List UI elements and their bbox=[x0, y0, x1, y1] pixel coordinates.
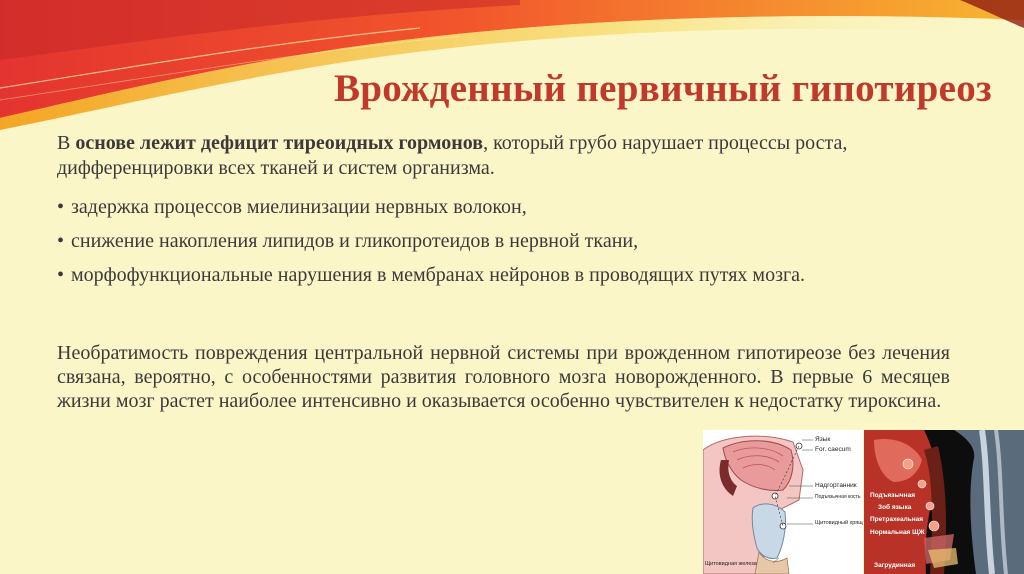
anatomy-illustration-right bbox=[864, 430, 1024, 574]
label-foramen-caecum: For. caecum bbox=[815, 446, 851, 453]
bullet-list bbox=[57, 195, 957, 297]
bullet-text: задержка процессов миелинизации нервных волокон, bbox=[71, 196, 527, 218]
bullet-item bbox=[57, 229, 957, 263]
bullet-item bbox=[57, 195, 957, 229]
bullet-marker: • bbox=[57, 196, 65, 218]
intro-rest: , который грубо нарушает процессы роста, дифференцировки всех тканей и систем организма. bbox=[57, 132, 848, 179]
label-tongue: Язык bbox=[815, 436, 831, 443]
body-paragraph: Необратимость повреждения центральной нервной системы при врожденном гипотиреозе без лечения связана, вероятно, с особенностями развития головного мозга новорожденного. В первые 6 месяцев жизни мозг растет наиболее интенсивно и оказывается особенно чувствителен к недостатку тироксина. bbox=[57, 342, 950, 412]
label-pretracheal: Претрахеальная bbox=[870, 516, 924, 523]
label-epiglottis: Надгортанник bbox=[815, 482, 857, 489]
intro-prefix: В bbox=[57, 132, 76, 154]
label-hyoid: Подъязычная кость bbox=[815, 494, 861, 500]
label-retrosternal: Загрудинная bbox=[874, 562, 916, 569]
label-lingual-goiter: Зоб языка bbox=[878, 504, 912, 511]
intro-bold: основе лежит дефицит тиреоидных гормонов bbox=[75, 132, 484, 154]
label-sublingual: Подъязычная bbox=[870, 492, 916, 499]
slide-title: Врожденный первичный гипотиреоз bbox=[333, 67, 992, 110]
intro-paragraph bbox=[57, 131, 937, 181]
ectopic-thyroid-drawing bbox=[864, 430, 1024, 574]
label-thyroid-gland: Щитовидная железа bbox=[705, 561, 757, 567]
bullet-item bbox=[57, 263, 957, 297]
label-normal-thyroid: Нормальная ЩЖ bbox=[870, 529, 925, 536]
bullet-text: морфофункциональные нарушения в мембранах нейронов в проводящих путях мозга. bbox=[71, 264, 806, 286]
anatomy-illustration-left bbox=[703, 430, 863, 574]
bullet-marker: • bbox=[57, 264, 65, 286]
bullet-text: снижение накопления липидов и гликопротеидов в нервной ткани, bbox=[71, 230, 639, 252]
bullet-marker: • bbox=[57, 230, 65, 252]
label-thyroid-cartilage: Щитовидный хрящ bbox=[815, 520, 863, 526]
